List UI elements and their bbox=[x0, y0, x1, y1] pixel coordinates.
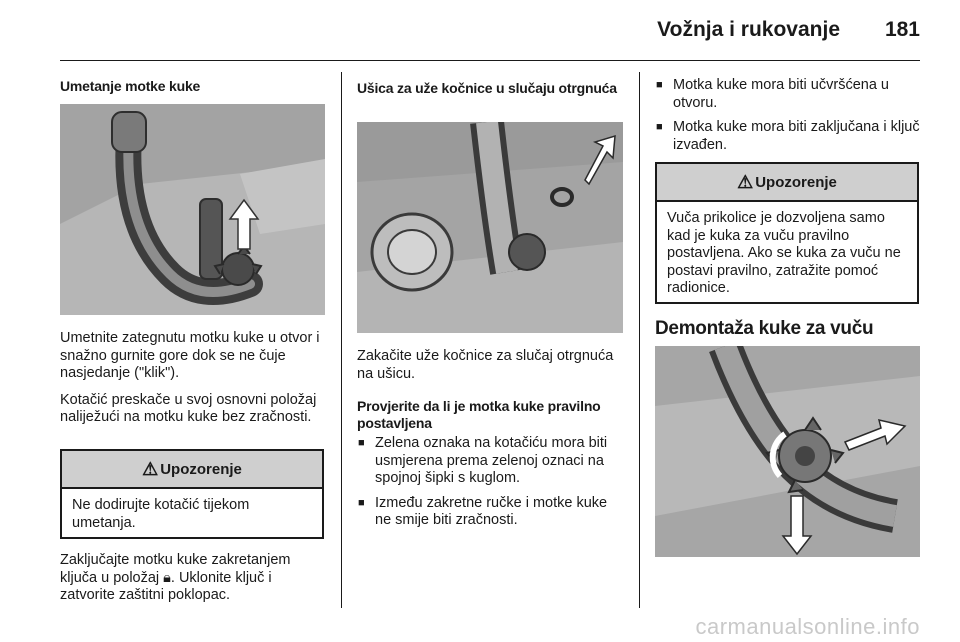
warning-title: Upozorenje bbox=[160, 461, 242, 478]
warning-header bbox=[657, 164, 917, 202]
column-1-text-2 bbox=[60, 552, 325, 605]
column-2 bbox=[357, 80, 623, 97]
column-divider-1 bbox=[341, 72, 342, 608]
paragraph: Umetnite zategnutu motku kuke u otvor i snažno gurnite gore dok se ne čuje nasjedanje ("klik"). bbox=[60, 330, 320, 381]
page-number: 181 bbox=[884, 18, 920, 41]
paragraph: Zakačite uže kočnice za slučaj otrgnuća na ušicu. bbox=[357, 348, 614, 382]
section-heading-check-hook: Provjerite da li je motka kuke pravilno postavljena bbox=[357, 398, 601, 431]
column-3 bbox=[655, 77, 920, 154]
footer-watermark: carmanualsonline.info bbox=[695, 614, 920, 639]
list-item: ■ Motka kuke mora biti učvršćena u otvoru. bbox=[655, 77, 920, 112]
column-2-text bbox=[357, 348, 623, 530]
warning-box bbox=[655, 162, 919, 304]
warning-header bbox=[62, 451, 322, 489]
warning-text: Ne dodirujte kotačić tijekom umetanja. bbox=[72, 497, 250, 531]
page-header bbox=[60, 0, 920, 60]
warning-triangle-icon: ⚠ bbox=[737, 172, 754, 192]
column-1-text bbox=[60, 330, 325, 427]
paragraph: Zaključajte motku kuke zakretanjem ključa u položaj 🔒︎. Uklonite ključ i zatvorite zaštitni poklopac. bbox=[60, 552, 291, 603]
list-item: ■ Zelena oznaka na kotačiću mora biti usmjerena prema zelenoj oznaci na spojnoj šipki s kuglom. bbox=[357, 435, 623, 488]
header-rule bbox=[60, 60, 920, 61]
list-item: ■ Motka kuke mora biti zaključana i ključ izvađen. bbox=[655, 119, 920, 154]
paragraph: Kotačić preskače u svoj osnovni položaj naliježući na motku kuke bez zračnosti. bbox=[60, 391, 317, 425]
chapter-title: Vožnja i rukovanje bbox=[657, 18, 840, 41]
section-heading-remove-hook: Demontaža kuke za vuču bbox=[655, 318, 874, 339]
illustration-breakaway-eyelet bbox=[357, 122, 623, 333]
column-divider-2 bbox=[639, 72, 640, 608]
column-3-heading bbox=[655, 318, 920, 340]
warning-text: Vuča prikolice je dozvoljena samo kad je kuka za vuču pravilno postavljena. Ako se kuka za vuču ne postavi pravilno, zatražite pomoć radionice. bbox=[667, 210, 901, 296]
section-heading-insert-hook: Umetanje motke kuke bbox=[60, 78, 201, 94]
warning-triangle-icon: ⚠ bbox=[142, 459, 159, 479]
section-heading-breakaway-eyelet: Ušica za uže kočnice u slučaju otrgnuća bbox=[357, 80, 617, 96]
warning-box bbox=[60, 449, 324, 539]
list-item: ■ Između zakretne ručke i motke kuke ne smije biti zračnosti. bbox=[357, 495, 623, 530]
illustration-insert-hook bbox=[60, 104, 325, 315]
warning-title: Upozorenje bbox=[755, 174, 837, 191]
column-1 bbox=[60, 72, 325, 95]
illustration-remove-hook bbox=[655, 346, 920, 557]
